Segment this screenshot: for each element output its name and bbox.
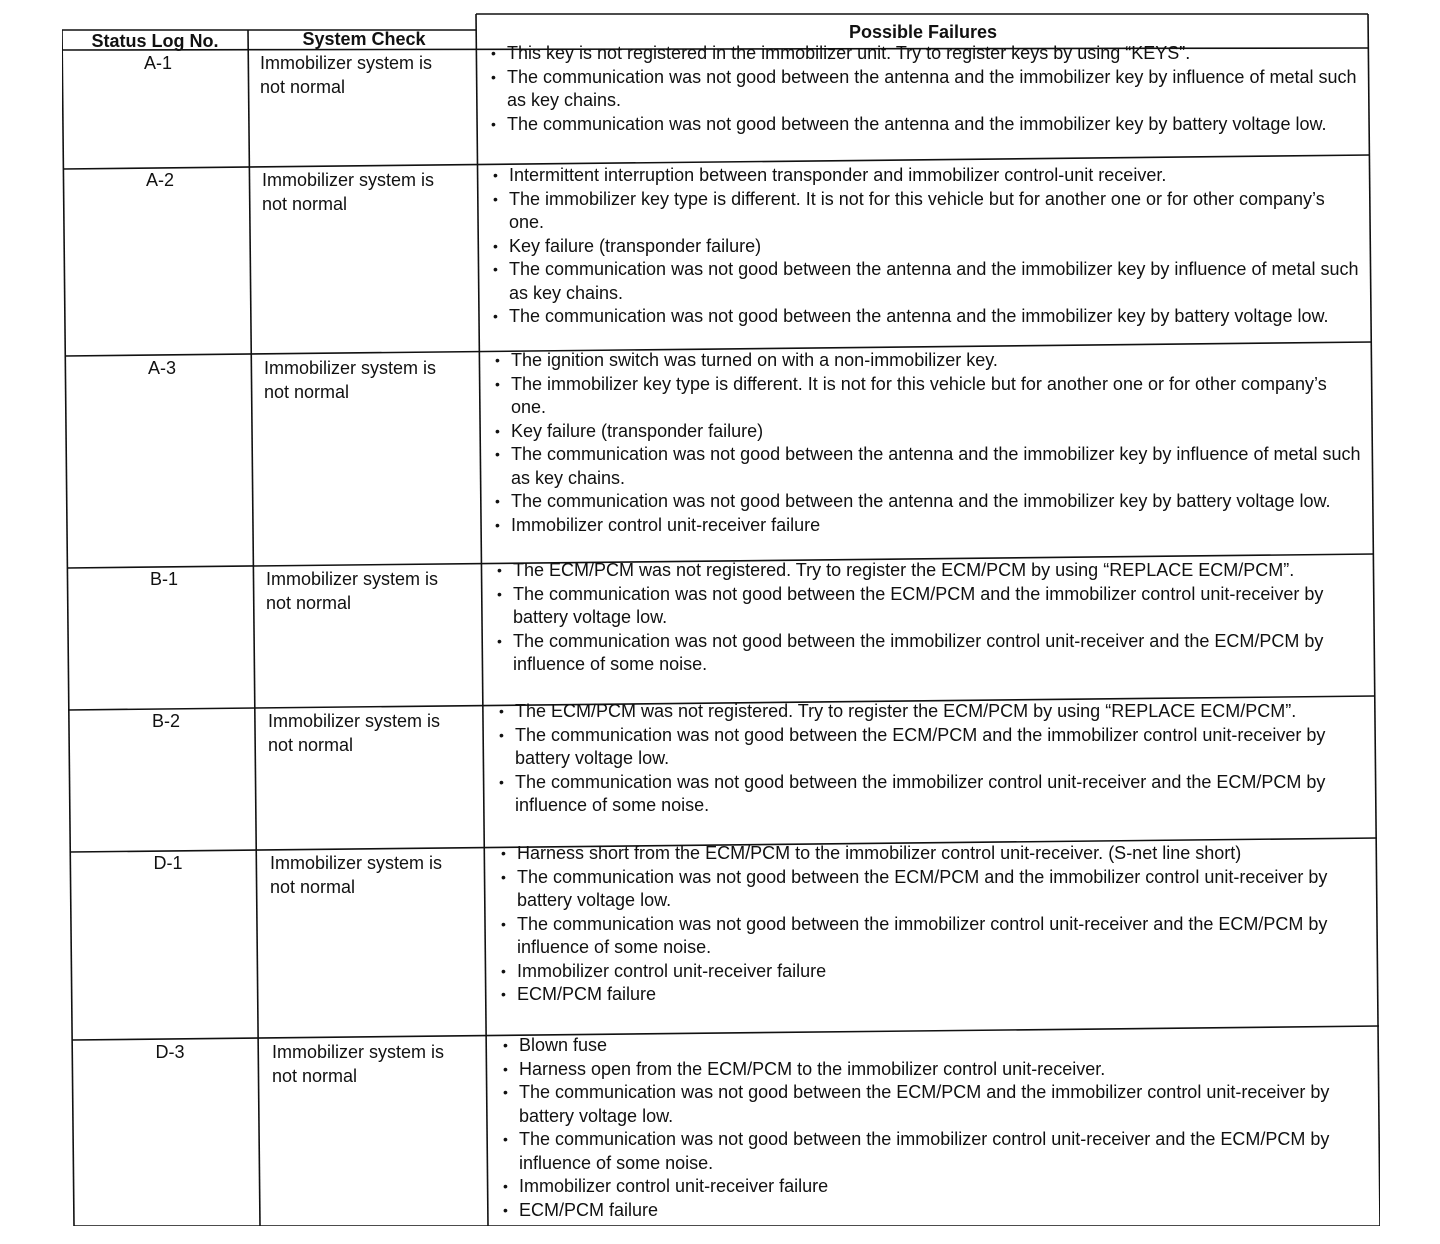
list-item: • ECM/PCM failure bbox=[499, 983, 1367, 1007]
table-row-failures bbox=[499, 842, 1367, 1007]
list-item: • The communication was not good between the ECM/PCM and the immobilizer control unit-receiver by battery voltage low. bbox=[495, 583, 1363, 630]
table-row-system-check: Immobilizer system is not normal bbox=[262, 170, 435, 214]
list-item: • The communication was not good between the antenna and the immobilizer key by battery voltage low. bbox=[493, 490, 1361, 514]
table-row-system-check: Immobilizer system is not normal bbox=[272, 1042, 445, 1086]
list-item: • The immobilizer key type is different. It is not for this vehicle but for another one or for other company’s one. bbox=[491, 188, 1359, 235]
list-item: • Intermittent interruption between transponder and immobilizer control-unit receiver. bbox=[491, 164, 1359, 188]
table-row-status: A-3 bbox=[147, 358, 176, 378]
list-item: • The immobilizer key type is different. It is not for this vehicle but for another one or for other company’s one. bbox=[493, 373, 1361, 420]
table-row-system-check: Immobilizer system is not normal bbox=[266, 569, 439, 613]
table-row-failures bbox=[493, 349, 1361, 537]
header-possible-failures: Possible Failures bbox=[848, 22, 998, 42]
list-item: • The communication was not good between the immobilizer control unit-receiver and the ECM/PCM by influence of some noise. bbox=[499, 913, 1367, 960]
table-row-failures bbox=[495, 559, 1363, 677]
list-item: • The communication was not good between the ECM/PCM and the immobilizer control unit-receiver by battery voltage low. bbox=[499, 866, 1367, 913]
table-row-failures bbox=[497, 700, 1365, 818]
list-item: • The communication was not good between the antenna and the immobilizer key by battery voltage low. bbox=[491, 305, 1359, 329]
table-row-status: A-2 bbox=[145, 170, 174, 190]
list-item: • The communication was not good between the antenna and the immobilizer key by influence of metal such as key chains. bbox=[493, 443, 1361, 490]
list-item: • The ignition switch was turned on with a non-immobilizer key. bbox=[493, 349, 1361, 373]
list-item: • Key failure (transponder failure) bbox=[493, 420, 1361, 444]
list-item: • Blown fuse bbox=[501, 1034, 1369, 1058]
list-item: • Immobilizer control unit-receiver failure bbox=[501, 1175, 1369, 1199]
table-row-failures bbox=[489, 42, 1357, 136]
list-item: • Harness short from the ECM/PCM to the immobilizer control unit-receiver. (S-net line short) bbox=[499, 842, 1367, 866]
list-item: • Harness open from the ECM/PCM to the immobilizer control unit-receiver. bbox=[501, 1058, 1369, 1082]
header-status-log-no: Status Log No. bbox=[91, 31, 219, 51]
table-row-status: D-3 bbox=[155, 1042, 185, 1062]
table-row-system-check: Immobilizer system is not normal bbox=[270, 853, 443, 897]
list-item: • This key is not registered in the immobilizer unit. Try to register keys by using “KEYS”. bbox=[489, 42, 1357, 66]
list-item: • ECM/PCM failure bbox=[501, 1199, 1369, 1223]
list-item: • The communication was not good between the immobilizer control unit-receiver and the ECM/PCM by influence of some noise. bbox=[501, 1128, 1369, 1175]
table-row-failures bbox=[491, 164, 1359, 329]
list-item: • The communication was not good between the ECM/PCM and the immobilizer control unit-receiver by battery voltage low. bbox=[497, 724, 1365, 771]
status-log-table bbox=[62, 12, 1380, 1226]
table-row-status: D-1 bbox=[153, 853, 183, 873]
list-item: • The communication was not good between the antenna and the immobilizer key by influence of metal such as key chains. bbox=[489, 66, 1357, 113]
list-item: • Immobilizer control unit-receiver failure bbox=[493, 514, 1361, 538]
table-row-system-check: Immobilizer system is not normal bbox=[264, 358, 437, 402]
list-item: • Key failure (transponder failure) bbox=[491, 235, 1359, 259]
list-item: • The ECM/PCM was not registered. Try to register the ECM/PCM by using “REPLACE ECM/PCM”. bbox=[495, 559, 1363, 583]
list-item: • The communication was not good between the antenna and the immobilizer key by battery voltage low. bbox=[489, 113, 1357, 137]
table-row-system-check: Immobilizer system is not normal bbox=[260, 53, 433, 97]
table-row-failures bbox=[501, 1034, 1369, 1222]
list-item: • Immobilizer control unit-receiver failure bbox=[499, 960, 1367, 984]
list-item: • The communication was not good between the immobilizer control unit-receiver and the ECM/PCM by influence of some noise. bbox=[497, 771, 1365, 818]
table-row-status: B-1 bbox=[149, 569, 178, 589]
header-system-check: System Check bbox=[302, 29, 426, 49]
list-item: • The ECM/PCM was not registered. Try to register the ECM/PCM by using “REPLACE ECM/PCM”. bbox=[497, 700, 1365, 724]
list-item: • The communication was not good between the immobilizer control unit-receiver and the ECM/PCM by influence of some noise. bbox=[495, 630, 1363, 677]
list-item: • The communication was not good between the antenna and the immobilizer key by influence of metal such as key chains. bbox=[491, 258, 1359, 305]
table-row-status: A-1 bbox=[143, 53, 172, 73]
table-row-status: B-2 bbox=[151, 711, 180, 731]
table-row-system-check: Immobilizer system is not normal bbox=[268, 711, 441, 755]
list-item: • The communication was not good between the ECM/PCM and the immobilizer control unit-receiver by battery voltage low. bbox=[501, 1081, 1369, 1128]
